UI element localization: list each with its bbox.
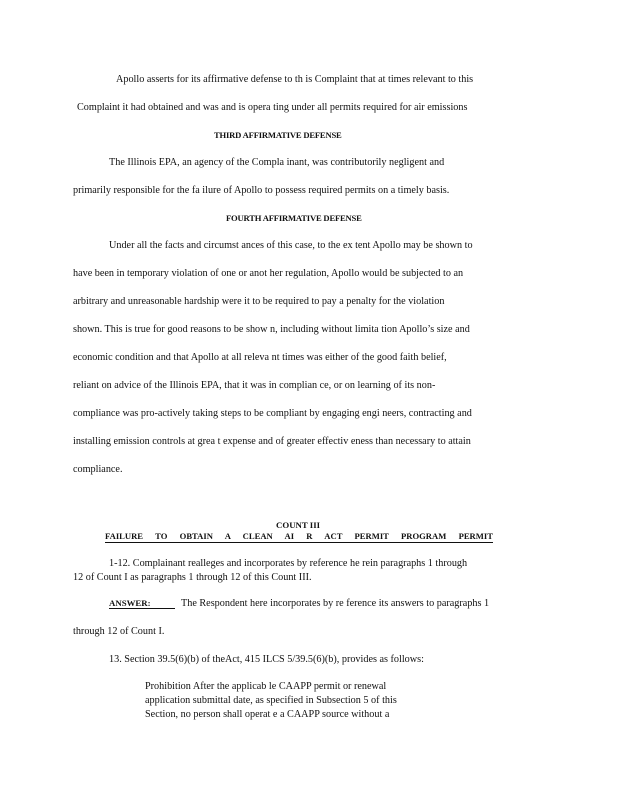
answer-label: ANSWER: [109,598,175,609]
count-word: ACT [324,531,343,541]
para3-line-1: Under all the facts and circumst ances of this case, to the ex tent Apollo may be shown to [109,240,473,251]
answer-line-1: The Respondent here incorporates by re ference its answers to paragraphs 1 [181,598,490,609]
para3-line-2: have been in temporary violation of one or anot her regulation, Apollo would be subjected to an [73,268,464,279]
para-13: 13. Section 39.5(6)(b) of theAct, 415 ILCS 5/39.5(6)(b), provides as follows: [109,654,424,665]
count-word: TO [155,531,168,541]
answer-line-2: through 12 of Count I. [73,626,165,637]
para3-line-4: shown. This is true for good reasons to be show n, including without limita tion Apollo’s size and [73,324,470,335]
para2-line-2: primarily responsible for the fa ilure of Apollo to possess required permits on a timely basis. [73,185,450,196]
para-1-12-line-2: 12 of Count I as paragraphs 1 through 12 of this Count III. [73,572,312,583]
count-word: PERMIT [458,531,493,541]
count-word: CLEAN [242,531,273,541]
para3-line-6: reliant on advice of the Illinois EPA, that it was in complian ce, or on learning of its non- [73,380,436,391]
para3-line-7: compliance was pro-actively taking steps to be compliant by engaging engi neers, contracting and [73,408,472,419]
para1-line-1: Apollo asserts for its affirmative defense to th is Complaint that at times relevant to this [116,74,474,85]
para3-line-8: installing emission controls at grea t expense and of greater effectiv eness than necessary to attain [73,436,471,447]
count-word: PROGRAM [400,531,447,541]
count-word: A [224,531,231,541]
para3-line-3: arbitrary and unreasonable hardship were it to be required to pay a penalty for the violation [73,296,445,307]
para-1-12-line-1: 1-12. Complainant realleges and incorporates by reference he rein paragraphs 1 through [109,558,468,569]
para3-line-5: economic condition and that Apollo at all releva nt times was either of the good faith belief, [73,352,447,363]
third-affirmative-defense-heading: THIRD AFFIRMATIVE DEFENSE [214,130,342,140]
count-iii-heading: COUNT III [276,520,321,530]
count-word: AI R [284,531,313,541]
fourth-affirmative-defense-heading: FOURTH AFFIRMATIVE DEFENSE [226,213,362,223]
para1-line-2: Complaint it had obtained and was and is opera ting under all permits required for air emissions [77,102,468,113]
count-word: FAILURE [105,531,144,541]
quote-line-1: Prohibition After the applicab le CAAPP permit or renewal [145,681,387,692]
para3-line-9: compliance. [73,464,123,475]
quote-line-2: application submittal date, as specified in Subsection 5 of this [145,695,397,706]
count-iii-subheading [105,531,493,543]
count-word: PERMIT [354,531,389,541]
count-word: OBTAIN [179,531,213,541]
quote-line-3: Section, no person shall operat e a CAAPP source without a [145,709,390,720]
para2-line-1: The Illinois EPA, an agency of the Compla inant, was contributorily negligent and [109,157,445,168]
